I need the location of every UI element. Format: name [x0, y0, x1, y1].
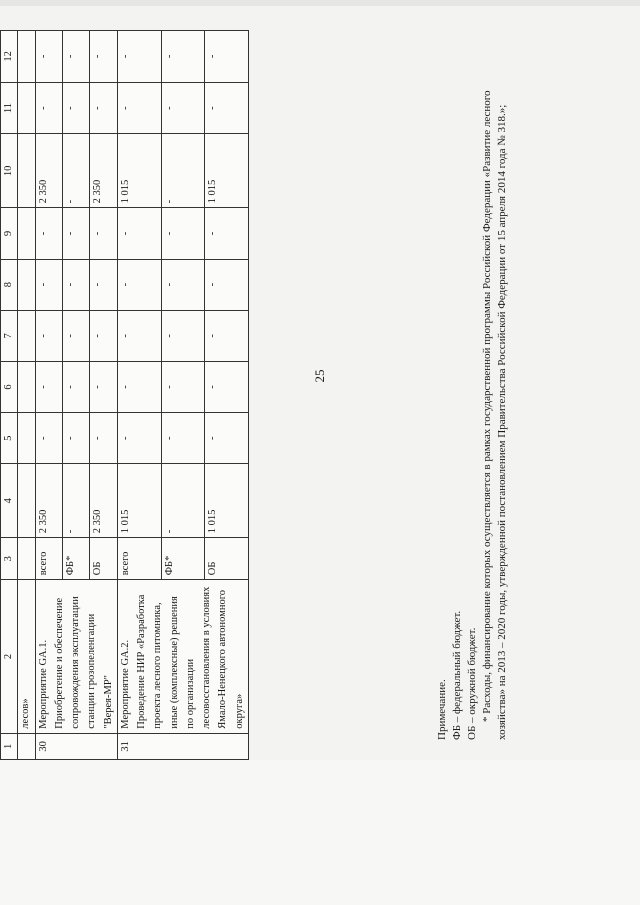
value-cell: - — [90, 259, 117, 310]
header-cell: 5 — [1, 413, 18, 464]
table-row-continued — [18, 31, 35, 760]
funding-source: всего — [117, 538, 161, 580]
value-cell: - — [90, 310, 117, 361]
table-body — [35, 31, 248, 760]
value-cell: - — [90, 361, 117, 412]
table-cell — [18, 310, 35, 361]
table-cell — [18, 413, 35, 464]
scan-margin — [0, 760, 640, 905]
budget-table — [0, 30, 249, 760]
value-cell: 1 015 — [205, 464, 249, 538]
value-cell: - — [205, 31, 249, 83]
value-cell: - — [161, 208, 205, 259]
value-cell: - — [62, 208, 89, 259]
measure-name: Мероприятие GA.1. Приобретение и обеспечение сопровождения эксплуатации станции грозопеленгации "Верея-МР" — [35, 580, 117, 733]
table-row — [35, 31, 62, 760]
value-cell: - — [161, 310, 205, 361]
value-cell: - — [62, 31, 89, 83]
value-cell: - — [62, 464, 89, 538]
table-cell — [18, 31, 35, 83]
value-cell: - — [205, 208, 249, 259]
continued-text: лесов» — [18, 580, 35, 733]
value-cell: - — [205, 82, 249, 134]
value-cell: - — [161, 464, 205, 538]
value-cell: - — [90, 208, 117, 259]
header-cell: 4 — [1, 464, 18, 538]
value-cell: 2 350 — [90, 464, 117, 538]
value-cell: - — [35, 310, 62, 361]
value-cell: 1 015 — [205, 134, 249, 208]
value-cell: - — [35, 413, 62, 464]
header-cell: 6 — [1, 361, 18, 412]
value-cell: - — [62, 82, 89, 134]
value-cell: - — [62, 134, 89, 208]
table-cell — [18, 134, 35, 208]
funding-source: ОБ — [205, 538, 249, 580]
row-number: 30 — [35, 733, 117, 759]
value-cell: - — [62, 361, 89, 412]
value-cell: - — [62, 413, 89, 464]
value-cell: - — [205, 361, 249, 412]
footnote-line: хозяйства» на 2013 – 2020 годы, утвержденной постановлением Правительства Российской Федерации от 15 апреля 2014 года № 318.»; — [496, 104, 508, 740]
value-cell: - — [35, 361, 62, 412]
value-cell: - — [117, 413, 161, 464]
page-number: 25 — [312, 369, 327, 383]
value-cell: - — [161, 134, 205, 208]
measure-name: Мероприятие GA.2. Проведение НИР «Разработка проекта лесного питомника, иные (комплексные) решения по организации лесовосстановления в условиях Ямало-Ненецкого автономного округа» — [117, 580, 248, 733]
header-cell: 7 — [1, 310, 18, 361]
value-cell: - — [117, 31, 161, 83]
value-cell: 2 350 — [35, 134, 62, 208]
value-cell: - — [205, 259, 249, 310]
value-cell: - — [161, 259, 205, 310]
value-cell: - — [90, 31, 117, 83]
value-cell: - — [117, 310, 161, 361]
table-cell — [18, 538, 35, 580]
table-header-row — [1, 31, 18, 760]
table-cell — [18, 361, 35, 412]
value-cell: - — [117, 361, 161, 412]
value-cell: - — [35, 82, 62, 134]
notes-block — [435, 20, 510, 740]
value-cell: - — [161, 413, 205, 464]
funding-source: всего — [35, 538, 62, 580]
value-cell: - — [90, 413, 117, 464]
header-cell: 9 — [1, 208, 18, 259]
table-cell — [18, 259, 35, 310]
value-cell: - — [35, 31, 62, 83]
value-cell: 1 015 — [117, 134, 161, 208]
table-cell — [18, 464, 35, 538]
header-cell: 12 — [1, 31, 18, 83]
table-cell — [18, 208, 35, 259]
value-cell: - — [62, 259, 89, 310]
header-cell: 1 — [1, 733, 18, 759]
header-cell: 11 — [1, 82, 18, 134]
value-cell: - — [90, 82, 117, 134]
value-cell: - — [205, 413, 249, 464]
value-cell: 1 015 — [117, 464, 161, 538]
table-row — [117, 31, 161, 760]
value-cell: - — [117, 208, 161, 259]
header-cell: 8 — [1, 259, 18, 310]
value-cell: - — [117, 259, 161, 310]
value-cell: - — [117, 82, 161, 134]
header-cell: 2 — [1, 580, 18, 733]
table-cell — [18, 733, 35, 759]
header-cell: 10 — [1, 134, 18, 208]
value-cell: - — [35, 208, 62, 259]
table-cell — [18, 82, 35, 134]
footnote-line: * Расходы, финансирование которых осуществляется в рамках государственной программы Российской Федерации «Развитие лесного — [481, 90, 493, 722]
header-cell: 3 — [1, 538, 18, 580]
funding-source: ФБ* — [62, 538, 89, 580]
row-number: 31 — [117, 733, 248, 759]
value-cell: - — [35, 259, 62, 310]
notes-title: Примечание. — [436, 679, 448, 740]
funding-source: ОБ — [90, 538, 117, 580]
value-cell: - — [161, 31, 205, 83]
note-fb: ФБ – федеральный бюджет. — [451, 610, 463, 740]
value-cell: - — [205, 310, 249, 361]
value-cell: 2 350 — [90, 134, 117, 208]
value-cell: - — [161, 361, 205, 412]
value-cell: - — [161, 82, 205, 134]
value-cell: - — [62, 310, 89, 361]
value-cell: 2 350 — [35, 464, 62, 538]
funding-source: ФБ* — [161, 538, 205, 580]
note-ob: ОБ – окружной бюджет. — [466, 627, 478, 740]
